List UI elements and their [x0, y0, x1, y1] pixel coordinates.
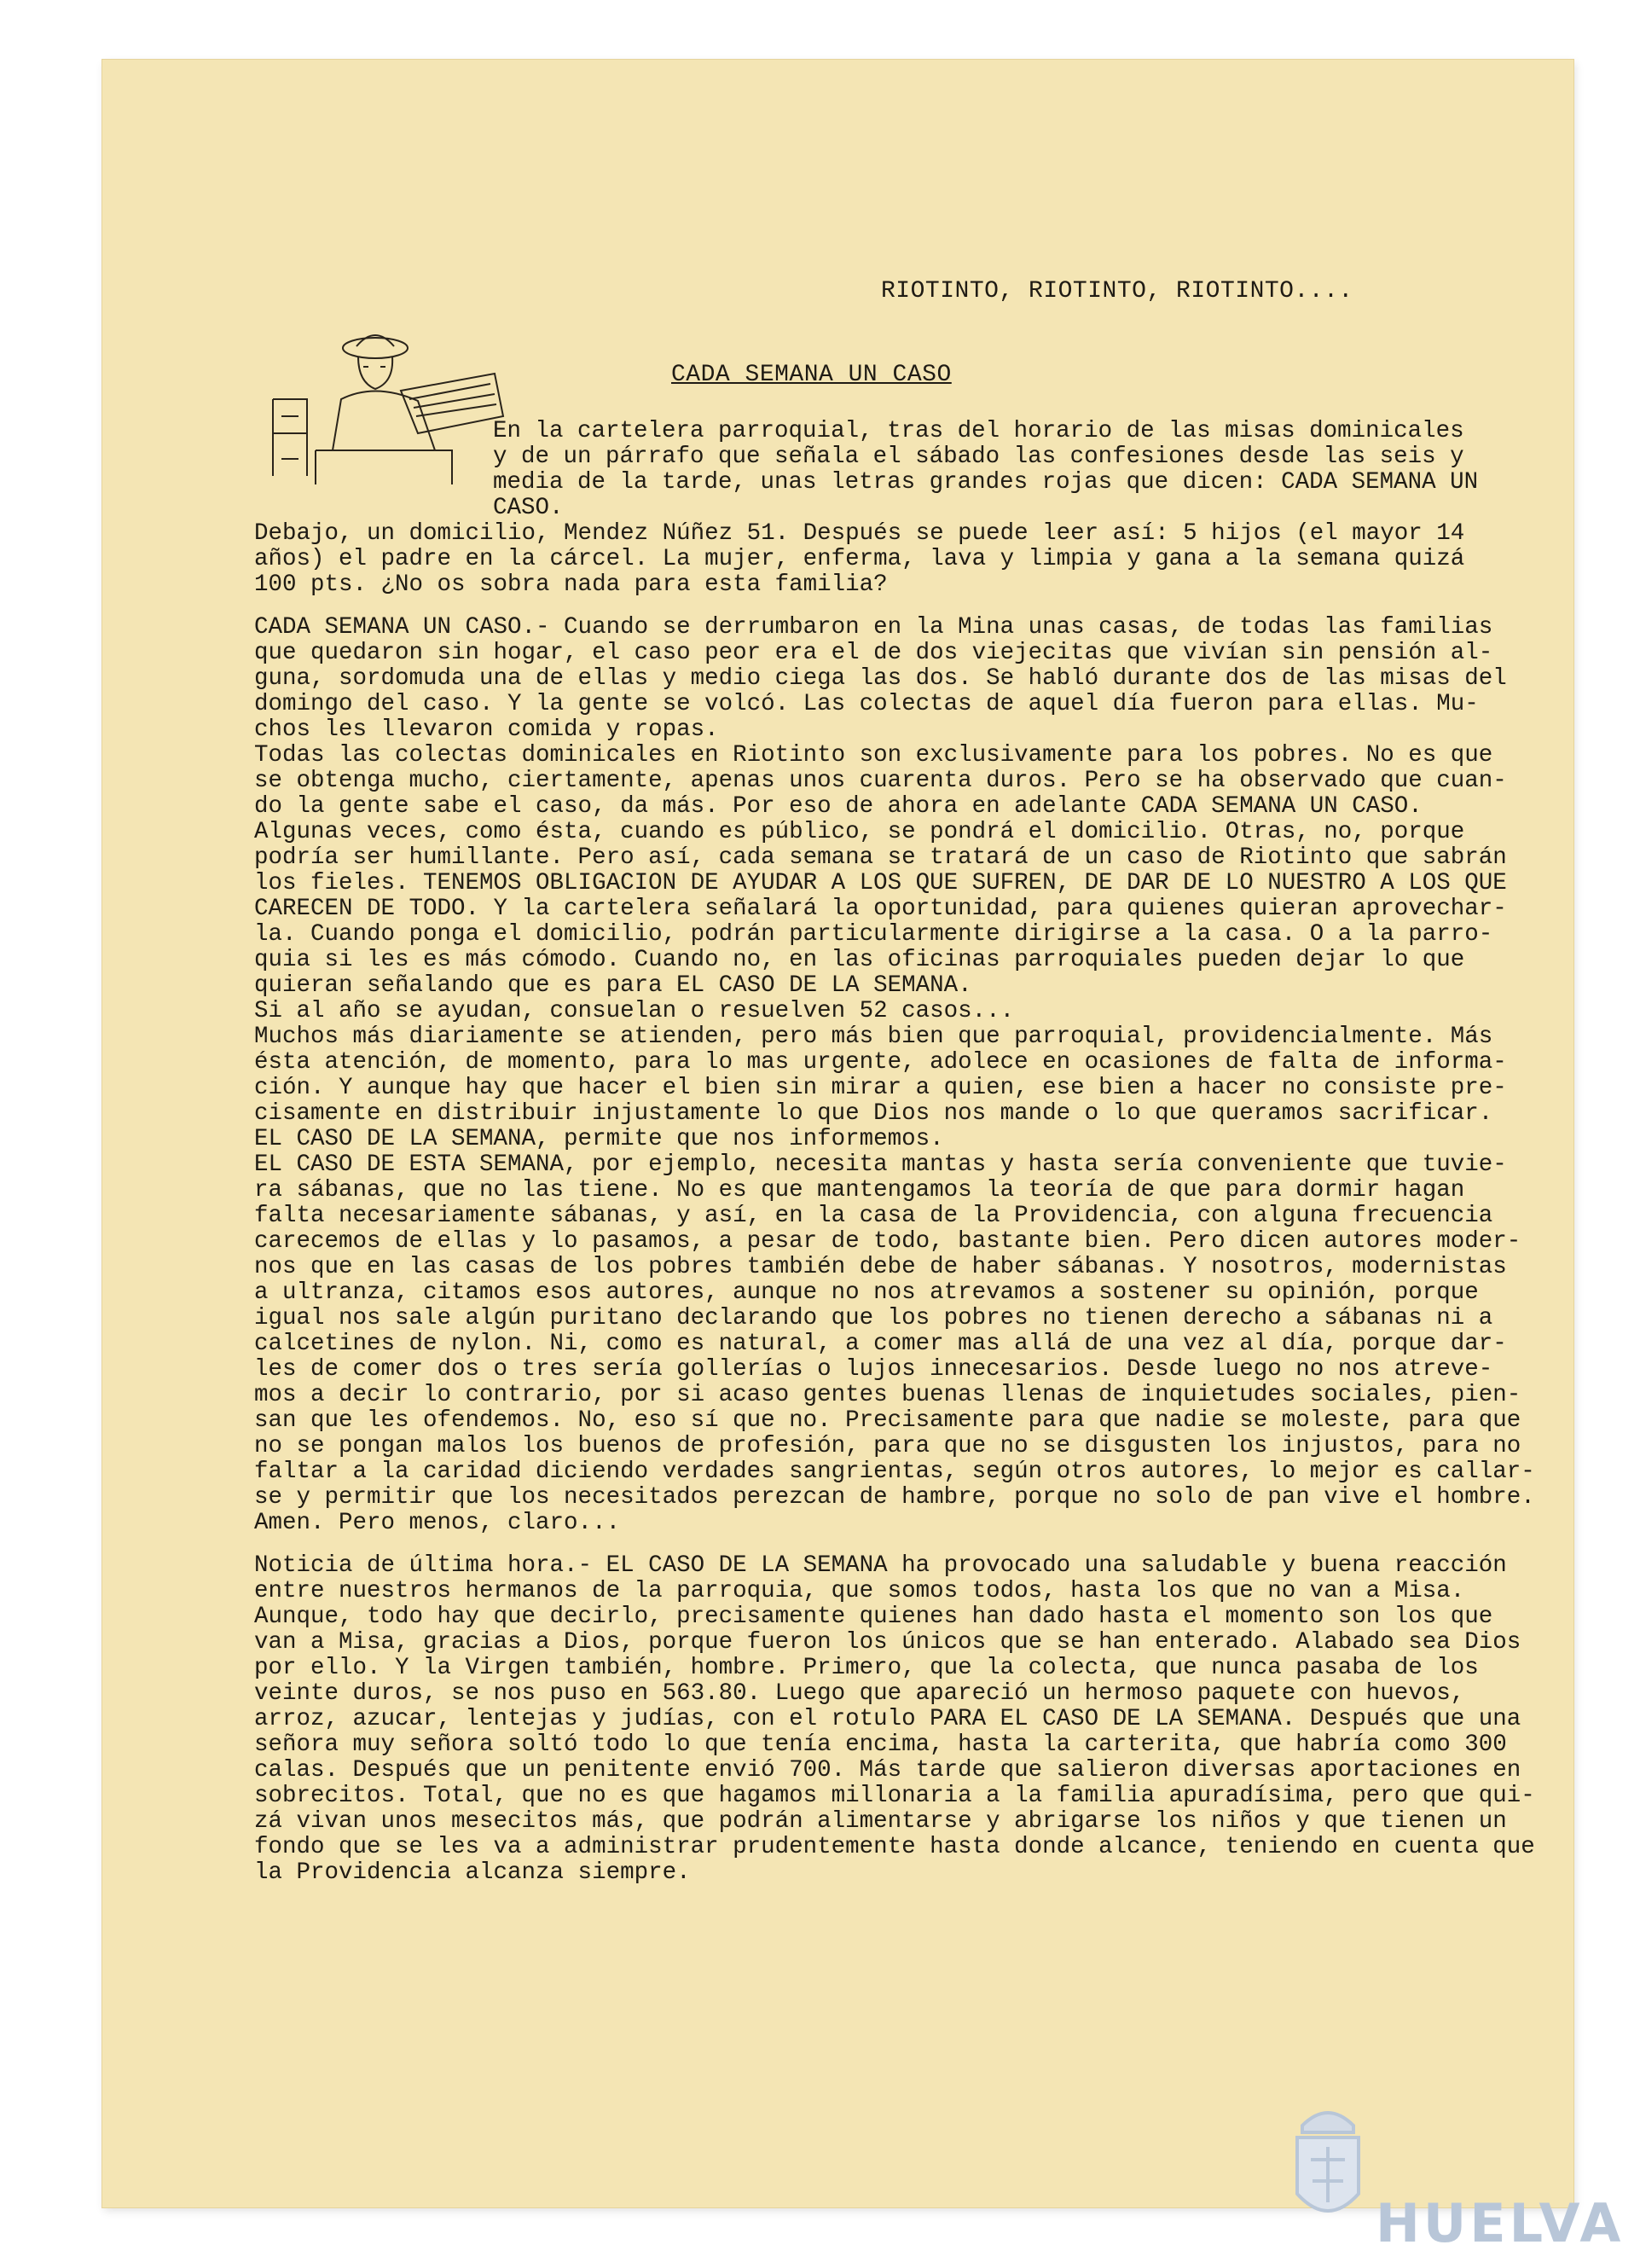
- text-line: arroz, azucar, lentejas y judías, con el rotulo PARA EL CASO DE LA SEMANA. Después que una: [254, 1706, 1521, 1732]
- text-line: y de un párrafo que señala el sábado las confesiones desde las seis y: [493, 444, 1464, 470]
- text-line: van a Misa, gracias a Dios, porque fueron los únicos que se han enterado. Alabado sea Dios: [254, 1629, 1521, 1656]
- text-line: quia si les es más cómodo. Cuando no, en las oficinas parroquiales pueden dejar lo que: [254, 947, 1465, 973]
- text-line: mos a decir lo contrario, por si acaso gentes buenas llenas de inquietudes sociales, pien-: [254, 1382, 1521, 1408]
- text-line: la. Cuando ponga el domicilio, podrán particularmente dirigirse a la casa. O a la parro-: [254, 921, 1493, 948]
- text-line: CARECEN DE TODO. Y la cartelera señalará la oportunidad, para quienes quieran aprovechar-: [254, 896, 1507, 922]
- text-line: carecemos de ellas y lo pasamos, a pesar de todo, bastante bien. Pero dicen autores moder-: [254, 1228, 1521, 1255]
- document-page: [102, 60, 1573, 2207]
- text-line: los fieles. TENEMOS OBLIGACION DE AYUDAR A LOS QUE SUFREN, DE DAR DE LO NUESTRO A LOS QUE: [254, 870, 1507, 896]
- text-line: nos que en las casas de los pobres también debe de haber sábanas. Y nosotros, modernistas: [254, 1254, 1507, 1280]
- text-line: ésta atención, de momento, para lo mas urgente, adolece en ocasiones de falta de informa-: [254, 1049, 1507, 1076]
- text-line: guna, sordomuda una de ellas y medio ciega las dos. Se habló durante dos de las misas del: [254, 665, 1507, 692]
- text-line: entre nuestros hermanos de la parroquia, que somos todos, hasta los que no van a Misa.: [254, 1578, 1465, 1604]
- text-line: quieran señalando que es para EL CASO DE LA SEMANA.: [254, 972, 972, 999]
- text-line: zá vivan unos mesecitos más, que podrán alimentarse y abrigarse los niños y que tienen un: [254, 1808, 1507, 1835]
- text-line: EL CASO DE LA SEMANA, permite que nos informemos.: [254, 1126, 944, 1152]
- text-line: ción. Y aunque hay que hacer el bien sin mirar a quien, ese bien a hacer no consiste pre-: [254, 1075, 1507, 1101]
- text-line: Todas las colectas dominicales en Riotinto son exclusivamente para los pobres. No es que: [254, 742, 1493, 769]
- text-line: se y permitir que los necesitados perezcan de hambre, porque no solo de pan vive el hombre.: [254, 1484, 1535, 1511]
- text-line: CADA SEMANA UN CASO.- Cuando se derrumbaron en la Mina unas casas, de todas las familias: [254, 614, 1493, 641]
- text-line: domingo del caso. Y la gente se volcó. Las colectas de aquel día fueron para ellas. Mu-: [254, 691, 1479, 717]
- text-line: veinte duros, se nos puso en 563.80. Luego que apareció un hermoso paquete con huevos,: [254, 1680, 1465, 1707]
- text-line: media de la tarde, unas letras grandes rojas que dicen: CADA SEMANA UN: [493, 469, 1479, 496]
- text-line: la Providencia alcanza siempre.: [254, 1859, 691, 1886]
- text-line: les de comer dos o tres sería gollerías o lujos innecesarios. Desde luego no nos atreve-: [254, 1356, 1493, 1383]
- text-line: calas. Después que un penitente envió 700. Más tarde que salieron diversas aportaciones en: [254, 1757, 1521, 1784]
- huelva-watermark: [1282, 2091, 1625, 2254]
- text-line: no se pongan malos los buenos de profesión, para que no se disgusten los injustos, para no: [254, 1433, 1521, 1459]
- text-line: Algunas veces, como ésta, cuando es público, se pondrá el domicilio. Otras, no, porque: [254, 819, 1465, 845]
- document-header: RIOTINTO, RIOTINTO, RIOTINTO....: [881, 278, 1353, 305]
- text-line: faltar a la caridad diciendo verdades sangrientas, según otros autores, lo mejor es callar-: [254, 1459, 1535, 1485]
- section-title: CADA SEMANA UN CASO: [671, 362, 952, 388]
- text-line: a ultranza, citamos esos autores, aunque no nos atrevamos a sostener su opinión, porque: [254, 1279, 1479, 1306]
- text-line: sobrecitos. Total, que no es que hagamos millonaria a la familia apuradísima, pero que qui-: [254, 1783, 1535, 1809]
- text-line: por ello. Y la Virgen también, hombre. Primero, que la colecta, que nunca pasaba de los: [254, 1655, 1479, 1681]
- text-line: CASO.: [493, 495, 564, 521]
- text-line: se obtenga mucho, ciertamente, apenas unos cuarenta duros. Pero se ha observado que cuan-: [254, 768, 1507, 794]
- text-line: igual nos sale algún puritano declarando que los pobres no tienen derecho a sábanas ni a: [254, 1305, 1493, 1331]
- text-line: san que les ofendemos. No, eso sí que no. Precisamente para que nadie se moleste, para que: [254, 1407, 1521, 1434]
- text-line: Si al año se ayudan, consuelan o resuelven 52 casos...: [254, 998, 1015, 1024]
- text-line: Muchos más diariamente se atienden, pero más bien que parroquial, providencialmente. Más: [254, 1024, 1493, 1050]
- priest-reading-drawing-icon: [256, 322, 512, 493]
- text-line: chos les llevaron comida y ropas.: [254, 716, 719, 743]
- text-line: do la gente sabe el caso, da más. Por eso de ahora en adelante CADA SEMANA UN CASO.: [254, 793, 1423, 820]
- text-line: cisamente en distribuir injustamente lo que Dios nos mande o lo que queramos sacrificar.: [254, 1100, 1493, 1127]
- text-line: EL CASO DE ESTA SEMANA, por ejemplo, necesita mantas y hasta sería conveniente que tuvie-: [254, 1151, 1507, 1178]
- text-line: falta necesariamente sábanas, y así, en la casa de la Providencia, con alguna frecuencia: [254, 1203, 1493, 1229]
- text-line: ra sábanas, que no las tiene. No es que mantengamos la teoría de que para dormir hagan: [254, 1177, 1465, 1204]
- text-line: señora muy señora soltó todo lo que tenía encima, hasta la carterita, que habría como 300: [254, 1731, 1507, 1758]
- text-line: Debajo, un domicilio, Mendez Núñez 51. Después se puede leer así: 5 hijos (el mayor 14: [254, 520, 1465, 547]
- text-line: fondo que se les va a administrar prudentemente hasta donde alcance, teniendo en cuenta que: [254, 1834, 1535, 1860]
- text-line: Aunque, todo hay que decirlo, precisamente quienes han dado hasta el momento son los que: [254, 1604, 1493, 1630]
- huelva-coat-of-arms-icon: [1285, 2100, 1371, 2245]
- text-line: En la cartelera parroquial, tras del horario de las misas dominicales: [493, 418, 1464, 444]
- text-line: podría ser humillante. Pero así, cada semana se tratará de un caso de Riotinto que sabrán: [254, 844, 1507, 871]
- text-line: calcetines de nylon. Ni, como es natural, a comer mas allá de una vez al día, porque dar-: [254, 1331, 1507, 1357]
- text-line: 100 pts. ¿No os sobra nada para esta familia?: [254, 571, 888, 598]
- text-line: Noticia de última hora.- EL CASO DE LA SEMANA ha provocado una saludable y buena reacción: [254, 1552, 1507, 1579]
- text-line: Amen. Pero menos, claro...: [254, 1510, 621, 1536]
- text-line: que quedaron sin hogar, el caso peor era el de dos viejecitas que vivían sin pensión al-: [254, 640, 1493, 666]
- watermark-text: HUELVA: [1376, 2192, 1625, 2254]
- text-line: años) el padre en la cárcel. La mujer, enferma, lava y limpia y gana a la semana quizá: [254, 546, 1465, 572]
